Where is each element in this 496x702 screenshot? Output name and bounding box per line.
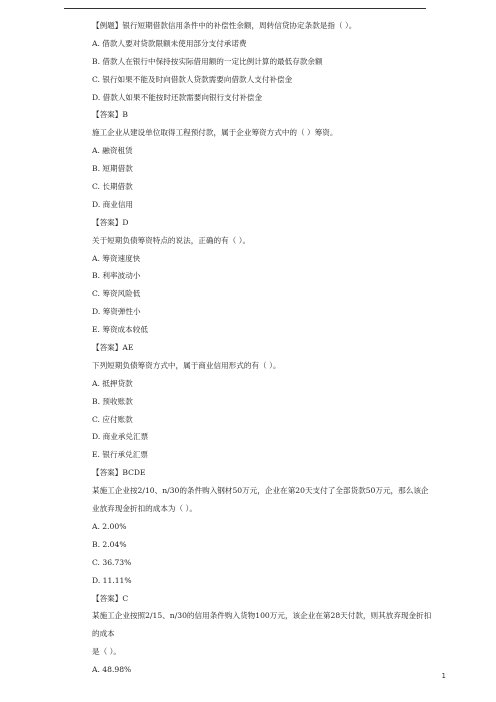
answer: 【答案】BCDE xyxy=(92,468,146,478)
question-4-stem: 下列短期负债筹资方式中，属于商业信用形式的有（ ）。 xyxy=(92,360,281,370)
question-3-stem: 关于短期负债筹资特点的说法，正确的有（ ）。 xyxy=(92,235,251,245)
question-1-stem: 【例题】银行短期借款信用条件中的补偿性余额，周转信贷协定条款是指（ ）。 xyxy=(92,21,357,30)
document-body xyxy=(92,17,432,679)
option-d: D. 借款人如果不能按时还款需要向银行支付补偿金 xyxy=(92,92,263,102)
option-e: E. 筹资成本较低 xyxy=(92,325,148,335)
option-b: B. 2.04% xyxy=(92,539,127,549)
option-c: C. 筹资风险低 xyxy=(92,289,141,299)
question-2-stem: 施工企业从建设单位取得工程预付款，属于企业筹资方式中的（ ）筹资。 xyxy=(92,128,338,138)
option-d: D. 筹资弹性小 xyxy=(92,307,141,317)
header-rule xyxy=(64,8,426,9)
option-a: A. 融资租赁 xyxy=(92,146,133,156)
option-c: C. 银行如果不能及时向借款人贷款需要向借款人支付补偿金 xyxy=(92,74,293,84)
option-b: B. 预收账款 xyxy=(92,396,133,406)
answer: 【答案】D xyxy=(92,217,129,227)
question-6-stem-cont: 是（ ）。 xyxy=(92,647,121,657)
option-b: B. 短期借款 xyxy=(92,164,133,174)
option-c: C. 应付账款 xyxy=(92,414,133,424)
option-a: A. 筹资速度快 xyxy=(92,253,141,263)
answer: 【答案】B xyxy=(92,110,128,120)
question-5-stem: 某施工企业按2/10、n/30的条件购入钢材50万元，企业在第20天支付了全部货款50万元，那么该企业放弃现金折扣的成本为（ ）。 xyxy=(92,486,429,514)
option-a: A. 2.00% xyxy=(92,521,127,531)
option-c: C. 36.73% xyxy=(92,557,132,567)
page-number: 1 xyxy=(441,672,446,680)
option-d: D. 商业信用 xyxy=(92,199,134,209)
option-a: A. 抵押贷款 xyxy=(92,378,133,388)
option-c: C. 长期借款 xyxy=(92,182,133,192)
option-b: B. 借款人在银行中保持按实际借用额的一定比例计算的最低存款余额 xyxy=(92,56,323,66)
option-e: E. 银行承兑汇票 xyxy=(92,450,148,460)
option-b: B. 利率波动小 xyxy=(92,271,141,281)
question-6-stem: 某施工企业按照2/15、n/30的信用条件购入货物100万元，该企业在第28天付款，则其放弃现金折扣的成本 xyxy=(92,611,432,639)
option-d: D. 商业承兑汇票 xyxy=(92,432,149,442)
answer: 【答案】AE xyxy=(92,343,134,353)
option-a: A. 借款人要对贷款限额未使用部分支付承诺费 xyxy=(92,38,247,48)
option-d: D. 11.11% xyxy=(92,575,132,585)
option-a: A. 48.98% xyxy=(92,665,132,675)
answer: 【答案】C xyxy=(92,593,129,603)
